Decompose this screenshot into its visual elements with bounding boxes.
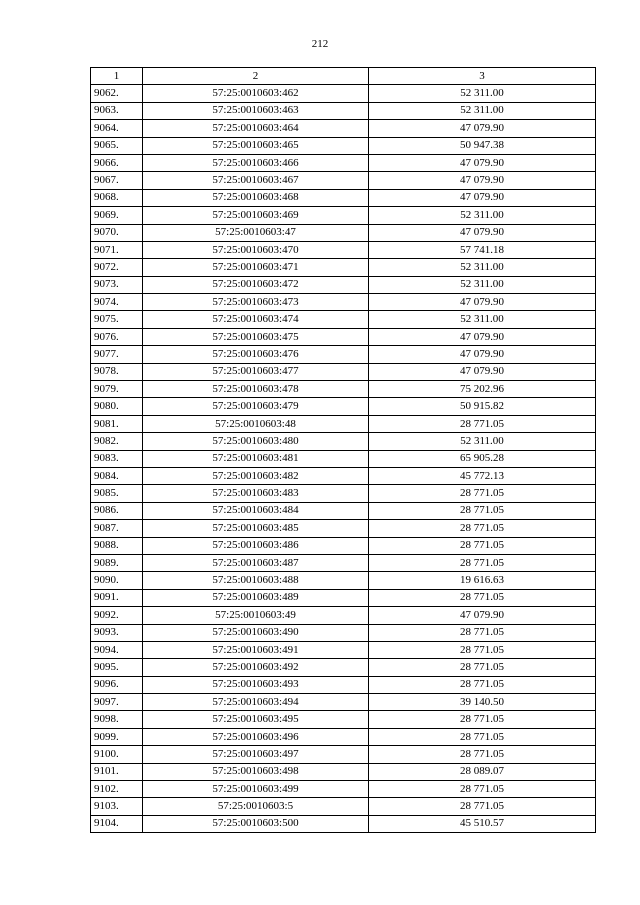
- row-index-cell: 9085.: [91, 485, 143, 502]
- cadastral-number-cell: 57:25:0010603:495: [143, 711, 369, 728]
- row-index-cell: 9099.: [91, 728, 143, 745]
- cadastral-value-cell: 28 771.05: [369, 520, 596, 537]
- cadastral-number-cell: 57:25:0010603:497: [143, 746, 369, 763]
- cadastral-value-table: [90, 67, 596, 833]
- row-index-cell: 9068.: [91, 189, 143, 206]
- row-index-cell: 9078.: [91, 363, 143, 380]
- table-row: [91, 207, 596, 224]
- row-index-cell: 9083.: [91, 450, 143, 467]
- row-index-cell: 9095.: [91, 659, 143, 676]
- table-row: [91, 398, 596, 415]
- cadastral-number-cell: 57:25:0010603:486: [143, 537, 369, 554]
- cadastral-number-cell: 57:25:0010603:487: [143, 554, 369, 571]
- table-row: [91, 467, 596, 484]
- cadastral-number-cell: 57:25:0010603:466: [143, 154, 369, 171]
- table-row: [91, 554, 596, 571]
- table-row: [91, 294, 596, 311]
- row-index-cell: 9096.: [91, 676, 143, 693]
- table-row: [91, 781, 596, 798]
- cadastral-value-cell: 28 771.05: [369, 711, 596, 728]
- row-index-cell: 9070.: [91, 224, 143, 241]
- cadastral-value-cell: 28 771.05: [369, 415, 596, 432]
- row-index-cell: 9086.: [91, 502, 143, 519]
- row-index-cell: 9102.: [91, 781, 143, 798]
- row-index-cell: 9104.: [91, 815, 143, 832]
- cadastral-number-cell: 57:25:0010603:490: [143, 624, 369, 641]
- cadastral-value-cell: 47 079.90: [369, 224, 596, 241]
- cadastral-number-cell: 57:25:0010603:485: [143, 520, 369, 537]
- table-row: [91, 450, 596, 467]
- cadastral-number-cell: 57:25:0010603:483: [143, 485, 369, 502]
- table-row: [91, 311, 596, 328]
- row-index-cell: 9072.: [91, 259, 143, 276]
- table-row: [91, 259, 596, 276]
- table-header-row: [91, 68, 596, 85]
- table-row: [91, 241, 596, 258]
- cadastral-number-cell: 57:25:0010603:493: [143, 676, 369, 693]
- cadastral-value-cell: 28 771.05: [369, 589, 596, 606]
- table-row: [91, 137, 596, 154]
- cadastral-number-cell: 57:25:0010603:467: [143, 172, 369, 189]
- cadastral-value-cell: 28 771.05: [369, 676, 596, 693]
- cadastral-value-cell: 47 079.90: [369, 154, 596, 171]
- table-row: [91, 641, 596, 658]
- table-row: [91, 520, 596, 537]
- table-row: [91, 746, 596, 763]
- cadastral-value-cell: 28 771.05: [369, 485, 596, 502]
- row-index-cell: 9067.: [91, 172, 143, 189]
- table-row: [91, 224, 596, 241]
- cadastral-value-cell: 28 771.05: [369, 798, 596, 815]
- row-index-cell: 9063.: [91, 102, 143, 119]
- row-index-cell: 9088.: [91, 537, 143, 554]
- cadastral-value-cell: 52 311.00: [369, 311, 596, 328]
- cadastral-value-cell: 28 771.05: [369, 728, 596, 745]
- row-index-cell: 9065.: [91, 137, 143, 154]
- cadastral-value-cell: 65 905.28: [369, 450, 596, 467]
- table-row: [91, 346, 596, 363]
- table-row: [91, 676, 596, 693]
- cadastral-number-cell: 57:25:0010603:489: [143, 589, 369, 606]
- cadastral-value-cell: 75 202.96: [369, 381, 596, 398]
- table-row: [91, 589, 596, 606]
- row-index-cell: 9076.: [91, 328, 143, 345]
- cadastral-number-cell: 57:25:0010603:472: [143, 276, 369, 293]
- cadastral-number-cell: 57:25:0010603:477: [143, 363, 369, 380]
- row-index-cell: 9075.: [91, 311, 143, 328]
- cadastral-number-cell: 57:25:0010603:498: [143, 763, 369, 780]
- cadastral-number-cell: 57:25:0010603:480: [143, 433, 369, 450]
- row-index-cell: 9093.: [91, 624, 143, 641]
- row-index-cell: 9071.: [91, 241, 143, 258]
- row-index-cell: 9092.: [91, 607, 143, 624]
- table-row: [91, 572, 596, 589]
- row-index-cell: 9103.: [91, 798, 143, 815]
- table-row: [91, 694, 596, 711]
- column-header-index: 1: [91, 68, 143, 85]
- cadastral-value-cell: 52 311.00: [369, 276, 596, 293]
- cadastral-value-cell: 47 079.90: [369, 607, 596, 624]
- cadastral-number-cell: 57:25:0010603:476: [143, 346, 369, 363]
- row-index-cell: 9089.: [91, 554, 143, 571]
- cadastral-value-cell: 19 616.63: [369, 572, 596, 589]
- cadastral-number-cell: 57:25:0010603:47: [143, 224, 369, 241]
- cadastral-value-cell: 47 079.90: [369, 189, 596, 206]
- cadastral-number-cell: 57:25:0010603:481: [143, 450, 369, 467]
- cadastral-value-cell: 47 079.90: [369, 328, 596, 345]
- row-index-cell: 9101.: [91, 763, 143, 780]
- cadastral-number-cell: 57:25:0010603:48: [143, 415, 369, 432]
- table-row: [91, 102, 596, 119]
- table-row: [91, 85, 596, 102]
- table-row: [91, 328, 596, 345]
- cadastral-value-cell: 52 311.00: [369, 102, 596, 119]
- cadastral-number-cell: 57:25:0010603:473: [143, 294, 369, 311]
- row-index-cell: 9087.: [91, 520, 143, 537]
- cadastral-number-cell: 57:25:0010603:5: [143, 798, 369, 815]
- cadastral-number-cell: 57:25:0010603:471: [143, 259, 369, 276]
- cadastral-value-cell: 39 140.50: [369, 694, 596, 711]
- cadastral-number-cell: 57:25:0010603:488: [143, 572, 369, 589]
- cadastral-value-cell: 47 079.90: [369, 363, 596, 380]
- cadastral-number-cell: 57:25:0010603:494: [143, 694, 369, 711]
- cadastral-number-cell: 57:25:0010603:474: [143, 311, 369, 328]
- row-index-cell: 9062.: [91, 85, 143, 102]
- row-index-cell: 9064.: [91, 120, 143, 137]
- row-index-cell: 9079.: [91, 381, 143, 398]
- table-row: [91, 537, 596, 554]
- row-index-cell: 9100.: [91, 746, 143, 763]
- cadastral-number-cell: 57:25:0010603:470: [143, 241, 369, 258]
- row-index-cell: 9074.: [91, 294, 143, 311]
- table-row: [91, 798, 596, 815]
- table-row: [91, 711, 596, 728]
- row-index-cell: 9091.: [91, 589, 143, 606]
- cadastral-value-cell: 28 771.05: [369, 537, 596, 554]
- row-index-cell: 9066.: [91, 154, 143, 171]
- cadastral-number-cell: 57:25:0010603:468: [143, 189, 369, 206]
- cadastral-value-cell: 47 079.90: [369, 120, 596, 137]
- cadastral-value-cell: 50 947.38: [369, 137, 596, 154]
- cadastral-value-cell: 28 771.05: [369, 624, 596, 641]
- row-index-cell: 9069.: [91, 207, 143, 224]
- cadastral-value-cell: 45 510.57: [369, 815, 596, 832]
- cadastral-number-cell: 57:25:0010603:463: [143, 102, 369, 119]
- table-row: [91, 728, 596, 745]
- cadastral-number-cell: 57:25:0010603:499: [143, 781, 369, 798]
- table-row: [91, 624, 596, 641]
- cadastral-value-cell: 28 089.07: [369, 763, 596, 780]
- cadastral-number-cell: 57:25:0010603:475: [143, 328, 369, 345]
- cadastral-value-cell: 47 079.90: [369, 172, 596, 189]
- row-index-cell: 9081.: [91, 415, 143, 432]
- table-row: [91, 189, 596, 206]
- cadastral-number-cell: 57:25:0010603:500: [143, 815, 369, 832]
- cadastral-value-cell: 28 771.05: [369, 502, 596, 519]
- cadastral-value-cell: 47 079.90: [369, 294, 596, 311]
- cadastral-number-cell: 57:25:0010603:479: [143, 398, 369, 415]
- table-row: [91, 120, 596, 137]
- row-index-cell: 9073.: [91, 276, 143, 293]
- row-index-cell: 9077.: [91, 346, 143, 363]
- cadastral-value-cell: 28 771.05: [369, 659, 596, 676]
- cadastral-value-cell: 50 915.82: [369, 398, 596, 415]
- cadastral-number-cell: 57:25:0010603:478: [143, 381, 369, 398]
- table-row: [91, 415, 596, 432]
- row-index-cell: 9080.: [91, 398, 143, 415]
- table-row: [91, 276, 596, 293]
- table-row: [91, 485, 596, 502]
- cadastral-number-cell: 57:25:0010603:49: [143, 607, 369, 624]
- cadastral-number-cell: 57:25:0010603:491: [143, 641, 369, 658]
- cadastral-value-cell: 52 311.00: [369, 259, 596, 276]
- cadastral-value-cell: 52 311.00: [369, 207, 596, 224]
- cadastral-number-cell: 57:25:0010603:492: [143, 659, 369, 676]
- cadastral-value-cell: 47 079.90: [369, 346, 596, 363]
- row-index-cell: 9094.: [91, 641, 143, 658]
- page-number: 212: [311, 38, 329, 50]
- cadastral-value-cell: 28 771.05: [369, 746, 596, 763]
- cadastral-value-cell: 52 311.00: [369, 433, 596, 450]
- cadastral-number-cell: 57:25:0010603:484: [143, 502, 369, 519]
- cadastral-value-cell: 57 741.18: [369, 241, 596, 258]
- cadastral-number-cell: 57:25:0010603:462: [143, 85, 369, 102]
- cadastral-value-cell: 28 771.05: [369, 554, 596, 571]
- table-row: [91, 363, 596, 380]
- table-row: [91, 659, 596, 676]
- row-index-cell: 9082.: [91, 433, 143, 450]
- table-row: [91, 815, 596, 832]
- table-row: [91, 607, 596, 624]
- cadastral-value-cell: 45 772.13: [369, 467, 596, 484]
- cadastral-number-cell: 57:25:0010603:496: [143, 728, 369, 745]
- cadastral-number-cell: 57:25:0010603:465: [143, 137, 369, 154]
- table-row: [91, 381, 596, 398]
- cadastral-value-cell: 52 311.00: [369, 85, 596, 102]
- cadastral-number-cell: 57:25:0010603:482: [143, 467, 369, 484]
- row-index-cell: 9090.: [91, 572, 143, 589]
- row-index-cell: 9098.: [91, 711, 143, 728]
- table-row: [91, 433, 596, 450]
- table-body: [91, 85, 596, 833]
- column-header-value: 3: [369, 68, 596, 85]
- cadastral-number-cell: 57:25:0010603:469: [143, 207, 369, 224]
- cadastral-value-cell: 28 771.05: [369, 781, 596, 798]
- table-row: [91, 763, 596, 780]
- table-row: [91, 502, 596, 519]
- table-row: [91, 154, 596, 171]
- table-row: [91, 172, 596, 189]
- cadastral-number-cell: 57:25:0010603:464: [143, 120, 369, 137]
- row-index-cell: 9084.: [91, 467, 143, 484]
- column-header-cadastral-number: 2: [143, 68, 369, 85]
- row-index-cell: 9097.: [91, 694, 143, 711]
- cadastral-value-cell: 28 771.05: [369, 641, 596, 658]
